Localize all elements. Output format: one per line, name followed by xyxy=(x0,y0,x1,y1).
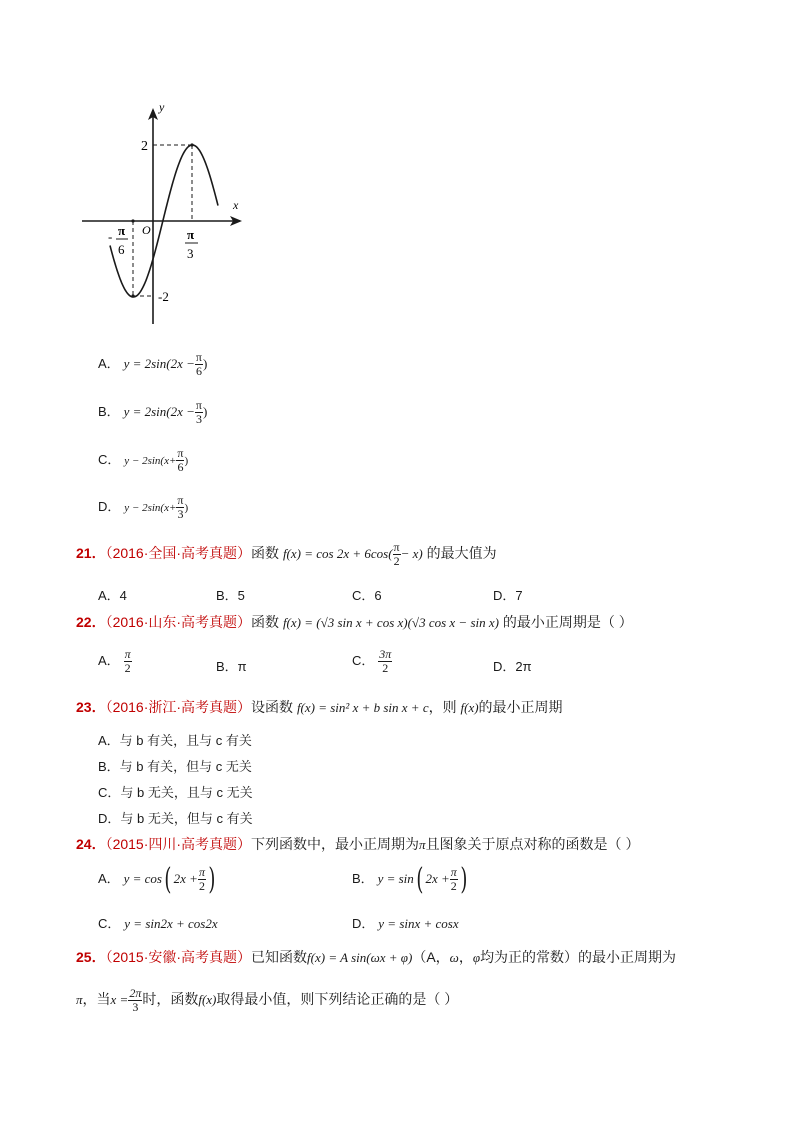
stem-text-end: 的最大值为 xyxy=(426,544,497,561)
q23-option-b[interactable]: B．与 b 有关，但与 c 无关 xyxy=(98,759,252,774)
stem-text-mid: （A， xyxy=(412,949,450,965)
stem-formula-tail: − x) xyxy=(400,545,423,561)
q22-option-b[interactable]: B．π xyxy=(216,659,247,674)
q21-option-c[interactable]: C．6 xyxy=(352,588,382,603)
stem-fraction: $\frac{\pi}{2}$ xyxy=(393,540,400,568)
option-formula: y = sin2x + cos2x xyxy=(124,916,218,931)
q21-option-a[interactable]: A．4 xyxy=(98,588,127,603)
option-fraction: $\frac{\pi}{2}$ xyxy=(450,865,457,893)
stem-text: 已知函数 xyxy=(251,949,308,965)
q25-stem-line2 xyxy=(76,987,458,1013)
left-paren: ( xyxy=(164,862,172,897)
q23-option-c[interactable]: C．与 b 无关，且与 c 无关 xyxy=(98,785,253,800)
option-letter: B． xyxy=(352,871,374,887)
stem-fraction: $\frac{2\pi}{3}$ xyxy=(129,986,142,1014)
stem-comma: ， xyxy=(458,949,473,965)
option-fraction: $\frac{\pi}{2}$ xyxy=(198,865,205,893)
option-letter: C． xyxy=(98,451,121,467)
q22-stem xyxy=(76,612,633,632)
stem-pi: π xyxy=(419,837,426,852)
stem-text: 设函数 xyxy=(251,699,294,715)
q20-option-b[interactable] xyxy=(98,399,207,425)
neg-pi-6-tick xyxy=(131,219,134,222)
option-formula-prefix: y = 2sin(2x − xyxy=(123,403,195,419)
left-paren: ( xyxy=(416,862,424,897)
stem-text-end: 且图象关于原点对称的函数是（ ） xyxy=(425,836,640,852)
min-label: -2 xyxy=(158,289,169,304)
q20-option-c[interactable] xyxy=(98,447,188,473)
option-fraction: $\frac{\pi}{3}$ xyxy=(177,493,184,521)
question-source: （2016·浙江·高考真题） xyxy=(105,699,252,715)
question-source: （2015·安徽·高考真题） xyxy=(105,949,252,965)
question-source: （2016·山东·高考真题） xyxy=(105,614,252,630)
stem-fx: f(x) xyxy=(198,991,217,1007)
option-letter: A． xyxy=(98,871,120,887)
option-formula: y = sinx + cosx xyxy=(378,916,459,931)
stem-text-mid: ，则 xyxy=(428,699,457,715)
neg-tick-pi: π xyxy=(118,223,126,238)
option-fraction: $\frac{\pi}{6}$ xyxy=(177,446,184,474)
option-formula-prefix: y = 2sin(2x − xyxy=(123,355,195,371)
stem-formula: f(x) = cos 2x + 6cos( xyxy=(282,545,393,561)
stem-text-mid: 时，函数 xyxy=(142,990,199,1007)
stem-pi: π xyxy=(76,991,83,1007)
q23-option-a[interactable]: A．与 b 有关，且与 c 有关 xyxy=(98,733,252,748)
x-axis-label: x xyxy=(233,198,239,212)
option-formula-suffix: ) xyxy=(202,403,208,419)
stem-text: 函数 xyxy=(251,544,280,561)
pos-tick-three: 3 xyxy=(187,246,194,261)
question-number: 22． xyxy=(76,614,106,630)
option-formula-suffix: ) xyxy=(184,501,189,514)
stem-formula: f(x) = (√3 sin x + cos x)(√3 cos x − sin x) xyxy=(282,615,499,630)
option-formula-inner: 2x + xyxy=(425,871,450,887)
pos-tick-pi: π xyxy=(187,227,195,242)
stem-text-end: 取得最小值，则下列结论正确的是（ ） xyxy=(216,990,459,1007)
q22-option-a[interactable] xyxy=(98,648,132,674)
option-formula-inner: 2x + xyxy=(173,871,198,887)
y-axis-label: y xyxy=(159,100,165,114)
q21-stem xyxy=(76,541,497,567)
option-letter: A． xyxy=(98,355,120,371)
question-number: 24． xyxy=(76,836,106,852)
q24-option-a[interactable] xyxy=(98,862,218,897)
sine-graph xyxy=(70,98,270,333)
stem-text: 下列函数中，最小正周期为 xyxy=(251,836,420,852)
q23-option-d[interactable]: D．与 b 无关，但与 c 有关 xyxy=(98,811,253,826)
option-fraction: $\frac{3\pi}{2}$ xyxy=(379,647,392,675)
stem-text-end: 均为正的常数）的最小正周期为 xyxy=(480,949,677,965)
q23-stem xyxy=(76,697,563,717)
option-formula-prefix: y = sin xyxy=(377,871,414,887)
max-label: 2 xyxy=(141,139,148,154)
stem-text-end: 的最小正周期是（ ） xyxy=(502,614,633,630)
q21-option-b[interactable]: B．5 xyxy=(216,588,245,603)
origin-label: O xyxy=(142,223,151,237)
stem-formula: f(x) = sin² x + b sin x + c xyxy=(296,700,429,715)
option-fraction: $\frac{\pi}{2}$ xyxy=(124,647,131,675)
option-letter: D． xyxy=(352,916,375,931)
q25-stem-line1 xyxy=(76,947,676,967)
right-paren: ) xyxy=(208,862,216,897)
option-letter: C． xyxy=(98,916,121,931)
question-source: （2015·四川·高考真题） xyxy=(105,836,252,852)
q22-option-d[interactable]: D．2π xyxy=(493,659,532,674)
stem-text: ，当 xyxy=(82,990,111,1007)
option-formula-suffix: ) xyxy=(184,454,189,467)
right-paren: ) xyxy=(460,862,468,897)
stem-omega: ω xyxy=(449,950,459,965)
option-letter: D． xyxy=(98,498,121,514)
stem-formula: f(x) = A sin(ωx + φ) xyxy=(307,950,413,965)
q22-option-c[interactable] xyxy=(352,648,392,674)
q20-option-d[interactable] xyxy=(98,494,188,520)
q24-option-d[interactable] xyxy=(352,913,459,932)
option-letter: C． xyxy=(352,652,375,668)
q24-option-b[interactable] xyxy=(352,862,470,897)
stem-text-end: 的最小正周期 xyxy=(478,699,563,715)
q24-option-c[interactable] xyxy=(98,913,218,932)
stem-text: 函数 xyxy=(251,614,280,630)
q21-option-d[interactable]: D．7 xyxy=(493,588,523,603)
option-formula-prefix: y = cos xyxy=(123,871,162,887)
stem-fx: f(x) xyxy=(460,700,479,715)
question-number: 23． xyxy=(76,699,106,715)
option-fraction: $\frac{\pi}{3}$ xyxy=(195,398,202,426)
neg-tick-six: 6 xyxy=(118,242,125,257)
stem-x-eq: x = xyxy=(110,991,129,1007)
question-source: （2016·全国·高考真题） xyxy=(105,544,252,561)
q24-stem xyxy=(76,834,639,854)
stem-phi: φ xyxy=(472,950,481,965)
option-fraction: $\frac{\pi}{6}$ xyxy=(195,350,202,378)
question-number: 25． xyxy=(76,949,106,965)
option-formula-prefix: y − 2sin(x+ xyxy=(124,501,177,514)
option-formula-prefix: y − 2sin(x+ xyxy=(124,454,177,467)
q20-option-a[interactable] xyxy=(98,351,207,377)
option-letter: A． xyxy=(98,652,120,668)
neg-tick-minus: - xyxy=(108,229,113,244)
option-letter: B． xyxy=(98,403,120,419)
question-number: 21． xyxy=(76,544,106,561)
option-formula-suffix: ) xyxy=(202,355,208,371)
